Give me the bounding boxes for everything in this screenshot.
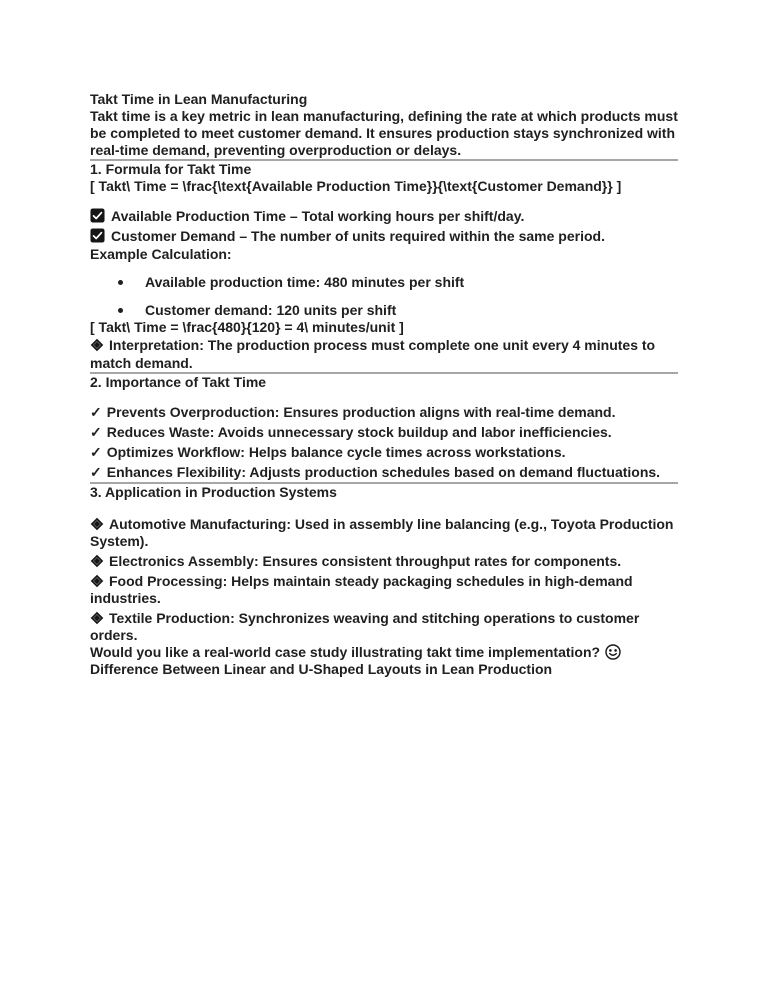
list-item-text: Optimizes Workflow: Helps balance cycle times across workstations. [106,444,566,460]
list-item [90,610,678,644]
list-item [90,553,678,570]
section3-heading: 3. Application in Production Systems [90,484,337,500]
application-list [90,516,678,644]
list-item-text: Prevents Overproduction: Ensures production aligns with real-time demand. [106,404,616,420]
checkmark-icon: ✓ [90,444,102,460]
result-formula-line: [ Takt\ Time = \frac{480}{120} = 4\ minutes/unit ] [90,319,404,335]
interpretation-text: Interpretation: The production process must complete one unit every 4 minutes to match demand. [90,337,656,371]
doc-title: Takt Time in Lean Manufacturing [90,91,308,107]
example-heading: Example Calculation: [90,246,232,262]
list-item [90,402,678,422]
list-item-text: Reduces Waste: Avoids unnecessary stock buildup and labor inefficiencies. [106,424,612,440]
definitions-list [90,206,678,246]
list-item [90,226,678,246]
importance-list [90,402,678,482]
list-item [90,462,678,482]
gem-diamond-icon [90,573,109,589]
list-item-text: Electronics Assembly: Ensures consistent throughput rates for components. [109,553,622,569]
interpretation-paragraph [90,336,678,372]
list-item-text: Textile Production: Synchronizes weaving and stitching operations to customer orders. [90,610,640,643]
list-item [90,206,678,226]
example-bullet-list [90,274,678,319]
formula-line: [ Takt\ Time = \frac{\text{Available Production Time}}{\text{Customer Demand}} ] [90,178,622,194]
list-item [90,573,678,607]
section1-heading: 1. Formula for Takt Time [90,161,252,177]
list-item [90,516,678,550]
gem-diamond-icon [90,516,109,532]
list-item: Customer demand: 120 units per shift [90,302,678,319]
intro-paragraph: Takt time is a key metric in lean manufacturing, defining the rate at which products must be completed to meet customer demand. It ensures production stays synchronized with real-time demand, preventing overproduction or delays. [90,108,678,158]
list-item: Available production time: 480 minutes per shift [90,274,678,291]
smiley-face-icon [600,644,621,660]
closing-question [90,644,678,661]
checkmark-icon: ✓ [90,424,102,440]
gem-diamond-icon [90,337,109,353]
gem-diamond-icon [90,610,109,626]
list-item-text: Enhances Flexibility: Adjusts production schedules based on demand fluctuations. [106,464,661,480]
next-section-heading: Difference Between Linear and U-Shaped Layouts in Lean Production [90,661,553,677]
closing-question-text: Would you like a real-world case study illustrating takt time implementation? [90,644,601,660]
section2-heading: 2. Importance of Takt Time [90,374,267,390]
list-item-text: Available Production Time – Total working hours per shift/day. [111,208,525,224]
checkbox-checked-icon [90,228,111,244]
checkmark-icon: ✓ [90,404,102,420]
checkbox-checked-icon [90,208,111,224]
list-item [90,422,678,442]
list-item-text: Food Processing: Helps maintain steady packaging schedules in high-demand industries. [90,573,633,606]
list-item [90,442,678,462]
checkmark-icon: ✓ [90,464,102,480]
gem-diamond-icon [90,553,109,569]
list-item-text: Automotive Manufacturing: Used in assembly line balancing (e.g., Toyota Production System). [90,516,674,549]
list-item-text: Customer Demand – The number of units required within the same period. [111,228,605,244]
